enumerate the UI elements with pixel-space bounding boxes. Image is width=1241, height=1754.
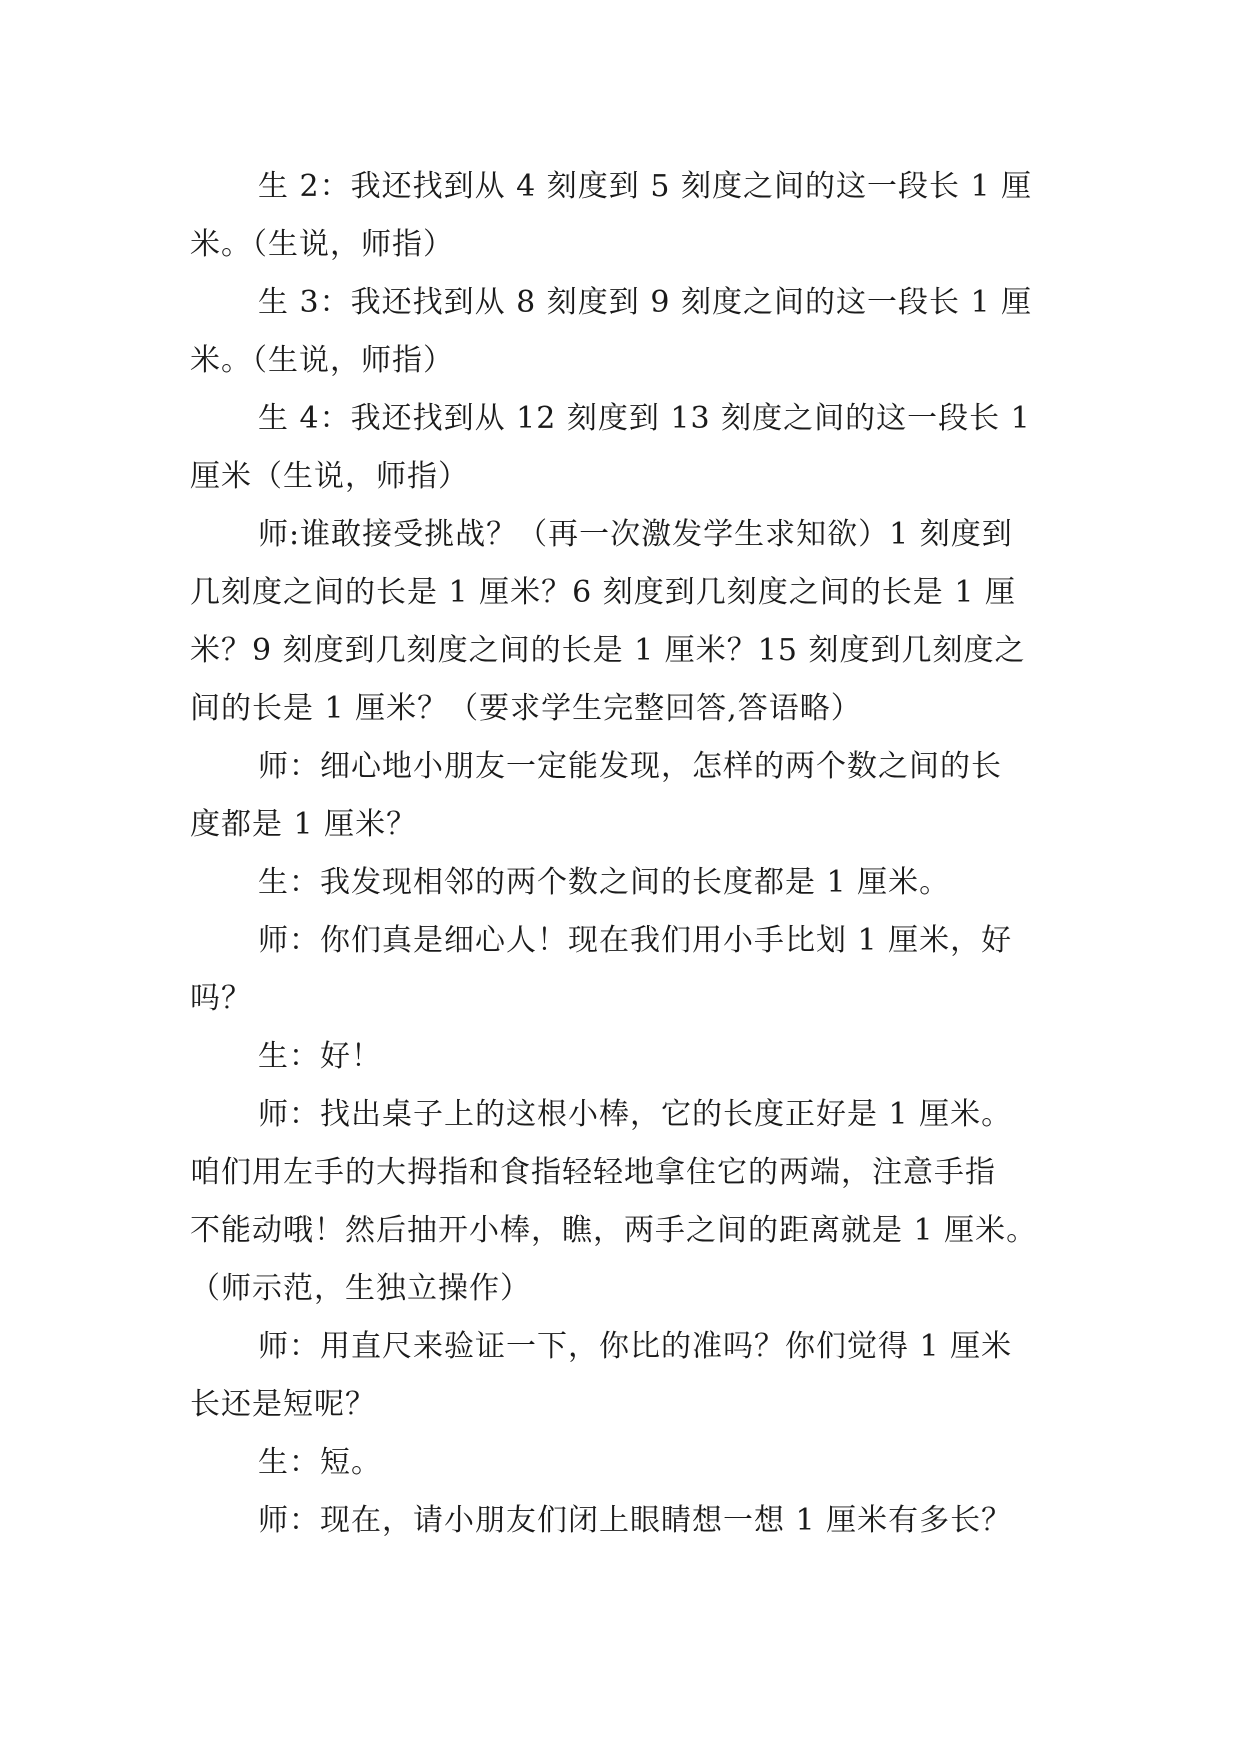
text-line: 师：你们真是细心人！现在我们用小手比划 1 厘米，好 [258,923,1013,958]
text-line: 师：用直尺来验证一下，你比的准吗？你们觉得 1 厘米 [258,1329,1013,1364]
text-line: 生：好！ [258,1039,382,1074]
text-line: 生：短。 [258,1445,382,1480]
text-line: 不能动哦！然后抽开小棒，瞧，两手之间的距离就是 1 厘米。 [190,1213,1038,1248]
text-line: 师：找出桌子上的这根小棒，它的长度正好是 1 厘米。 [258,1097,1013,1132]
text-line: 生 4：我还找到从 12 刻度到 13 刻度之间的这一段长 1 [258,401,1031,436]
text-line: 师：细心地小朋友一定能发现，怎样的两个数之间的长 [258,749,1002,784]
text-line: 几刻度之间的长是 1 厘米？6 刻度到几刻度之间的长是 1 厘 [190,575,1016,610]
text-line: 师：现在，请小朋友们闭上眼睛想一想 1 厘米有多长？ [258,1503,1013,1538]
text-line: （师示范，生独立操作） [190,1271,531,1306]
text-line: 生 2：我还找到从 4 刻度到 5 刻度之间的这一段长 1 厘 [258,169,1033,204]
text-line: 间的长是 1 厘米？（要求学生完整回答,答语略） [190,691,862,726]
text-line: 厘米（生说，师指） [190,459,469,494]
text-line: 生：我发现相邻的两个数之间的长度都是 1 厘米。 [258,865,951,900]
text-line: 米。（生说，师指） [190,343,454,378]
text-line: 生 3：我还找到从 8 刻度到 9 刻度之间的这一段长 1 厘 [258,285,1033,320]
text-line: 米？9 刻度到几刻度之间的长是 1 厘米？15 刻度到几刻度之 [190,633,1026,668]
text-line: 师:谁敢接受挑战？（再一次激发学生求知欲）1 刻度到 [258,517,1013,552]
text-line: 长还是短呢？ [190,1387,376,1422]
text-line: 度都是 1 厘米？ [190,807,418,842]
text-line: 米。（生说，师指） [190,227,454,262]
text-line: 咱们用左手的大拇指和食指轻轻地拿住它的两端，注意手指 [190,1155,996,1190]
text-line: 吗？ [190,981,252,1016]
